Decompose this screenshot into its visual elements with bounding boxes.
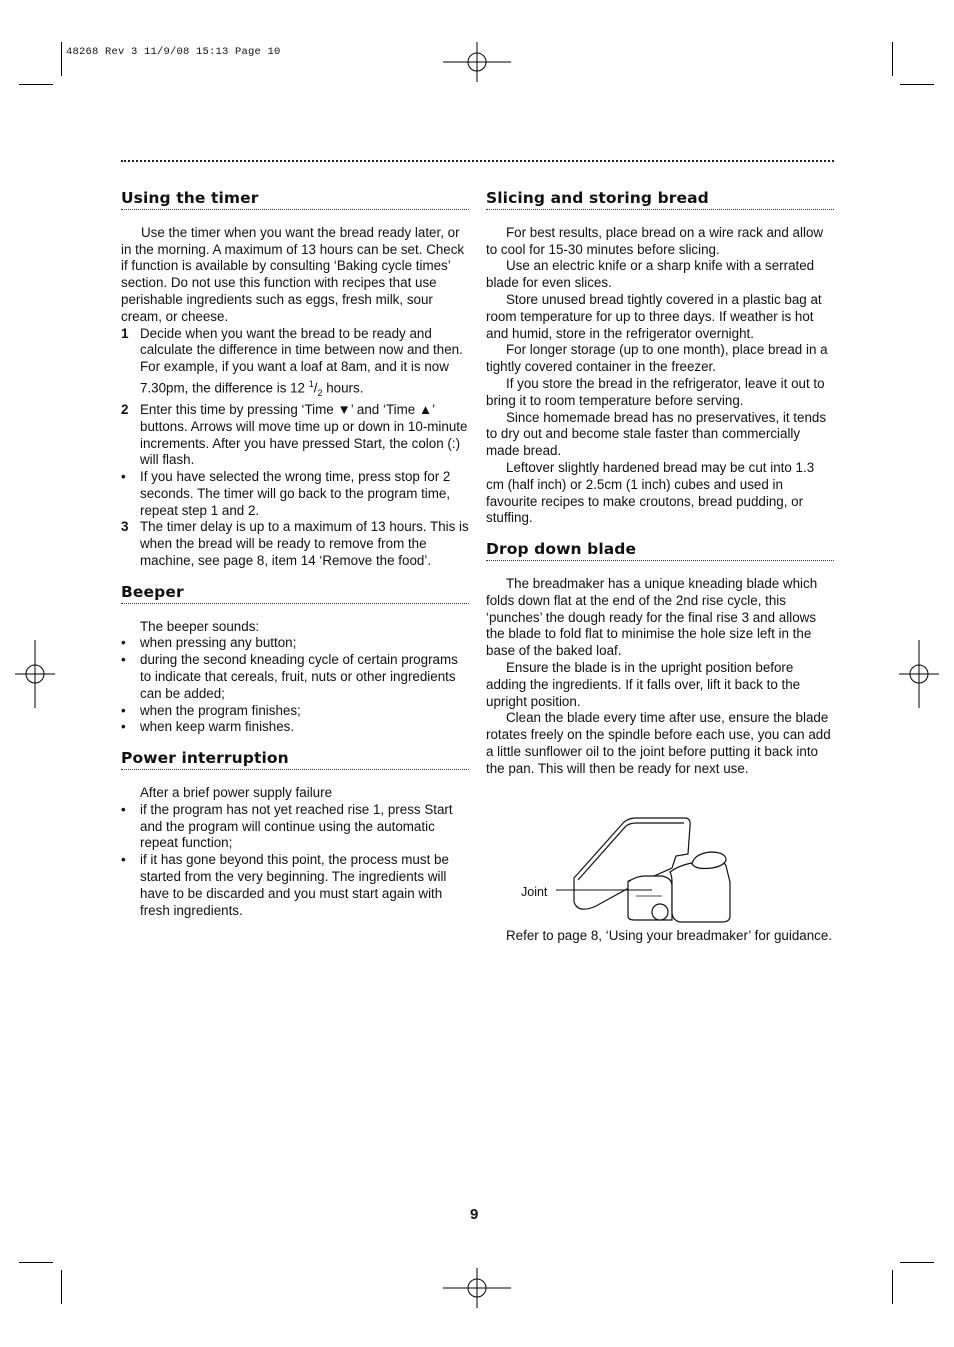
registration-mark-right: [899, 640, 939, 708]
bullet-item: • when the program finishes;: [121, 702, 301, 718]
right-column: [486, 190, 834, 958]
crop-mark: [892, 1270, 893, 1304]
step-number: 2: [121, 401, 129, 417]
paragraph: Use an electric knife or a sharp knife with a serrated blade for even slices.: [486, 258, 815, 291]
step-number: 1: [121, 325, 129, 341]
bullet-item: • if the program has not yet reached rise 1, press Start and the program will continue using the automatic repeat function;: [121, 801, 453, 851]
registration-mark-left: [15, 640, 55, 708]
top-divider: [121, 160, 834, 162]
crop-mark: [900, 84, 934, 85]
section-heading: Beeper: [121, 584, 469, 604]
paragraph: Store unused bread tightly covered in a plastic bag at room temperature for up to three days. If weather is hot and humid, store in the refrigerator overnight.: [486, 291, 822, 341]
crop-mark: [61, 1270, 62, 1304]
bullet-text: If you have selected the wrong time, press stop for 2 seconds. The timer will go back to the program time, repeat step 1 and 2.: [140, 469, 451, 518]
section-using-the-timer: [121, 190, 469, 570]
bullet-mark: •: [121, 635, 126, 651]
step-number: 3: [121, 519, 129, 535]
section-drop-down-blade: [486, 541, 834, 944]
registration-mark-bottom: [443, 1268, 511, 1308]
paragraph: Leftover slightly hardened bread may be cut into 1.3 cm (half inch) or 2.5cm (1 inch) cubes and used in favourite recipes to make croutons, bread pudding, or stuffing.: [486, 459, 815, 526]
crop-mark: [19, 84, 53, 85]
section-heading: Drop down blade: [486, 541, 834, 561]
crop-mark: [61, 42, 62, 76]
bullet-item: [121, 469, 469, 519]
bullet-mark: •: [121, 469, 126, 485]
crop-mark: [19, 1262, 53, 1263]
paragraph: Use the timer when you want the bread ready later, or in the morning. A maximum of 13 hours can be set. Check if function is available by consulting ‘Baking cycle times’ section. Do not use this function with recipes that use perishable ingredients such as eggs, fresh milk, sour cream, or cheese.: [121, 224, 465, 324]
paragraph: For best results, place bread on a wire rack and allow to cool for 15-30 minutes before slicing.: [486, 224, 824, 257]
numbered-step: [121, 402, 469, 469]
paragraph: If you store the bread in the refrigerator, leave it out to bring it to room temperature before serving.: [486, 375, 825, 408]
step-text: The timer delay is up to a maximum of 13 hours. This is when the bread will be ready to remove from the machine, see page 8, item 14 ‘Remove the food’.: [140, 519, 469, 569]
paragraph: Ensure the blade is in the upright position before adding the ingredients. If it falls over, lift it back to the upright position.: [486, 659, 801, 709]
section-slicing-and-storing: [486, 190, 834, 527]
paragraph: The beeper sounds:: [140, 618, 260, 634]
bullet-mark: •: [121, 702, 126, 718]
paragraph: For longer storage (up to one month), place bread in a tightly covered container in the freezer.: [486, 342, 828, 375]
paragraph: Refer to page 8, ‘Using your breadmaker’ for guidance.: [506, 927, 833, 943]
crop-mark: [892, 42, 893, 76]
registration-mark-top: [443, 42, 511, 82]
bullet-item: • when keep warm finishes.: [121, 719, 295, 735]
paragraph: The breadmaker has a unique kneading blade which folds down flat at the end of the 2nd rise cycle, this ‘punches’ the dough ready for the final rise 3 and allows the blade to fold flat to minimise the hole size left in the base of the baked loaf.: [486, 575, 818, 659]
crop-mark: [900, 1262, 934, 1263]
bullet-item: • if it has gone beyond this point, the process must be started from the very beginning. The ingredients will have to be discarded and you must start again with fresh ingredients.: [121, 852, 449, 918]
section-heading: Slicing and storing bread: [486, 190, 834, 210]
numbered-step: [121, 326, 469, 402]
bullet-mark: •: [121, 852, 126, 868]
kneading-blade-illustration: [486, 786, 834, 928]
print-slug: 48268 Rev 3 11/9/08 15:13 Page 10: [66, 46, 281, 58]
bullet-item: • when pressing any button;: [121, 635, 297, 651]
fraction-denominator: 2: [317, 388, 323, 399]
left-column: [121, 190, 469, 933]
page-number: 9: [470, 1206, 479, 1223]
fraction-numerator: 1: [308, 378, 314, 389]
section-heading: Power interruption: [121, 750, 469, 770]
step-text: Decide when you want the bread to be ready and calculate the difference in time between now and then. For example, if you want a loaf at 8am, and it is now 7.30pm, the difference is 12 $^1/_2$ hours.: [140, 325, 463, 399]
numbered-step: [121, 519, 469, 569]
section-power-interruption: [121, 750, 469, 919]
paragraph: Since homemade bread has no preservatives, it tends to dry out and become stale faster than commercially made bread.: [486, 409, 827, 459]
step-text: Enter this time by pressing ‘Time ▼’ and ‘Time ▲’ buttons. Arrows will move time up or down in 10-minute increments. After you have pressed Start, the colon (:) will flash.: [140, 401, 468, 468]
bullet-item: • during the second kneading cycle of certain programs to indicate that cereals, fruit, nuts or other ingredients can be added;: [121, 652, 458, 701]
section-beeper: [121, 584, 469, 736]
section-heading: Using the timer: [121, 190, 469, 210]
kneading-blade-figure: [486, 786, 834, 928]
bullet-mark: •: [121, 719, 126, 735]
paragraph: Clean the blade every time after use, ensure the blade rotates freely on the spindle before each use, you can add a little sunflower oil to the joint before putting it back into the pan. This will then be ready for next use.: [486, 710, 831, 776]
paragraph: After a brief power supply failure: [140, 785, 333, 801]
bullet-mark: •: [121, 652, 126, 668]
bullet-mark: •: [121, 801, 126, 817]
joint-label: Joint: [521, 884, 548, 899]
